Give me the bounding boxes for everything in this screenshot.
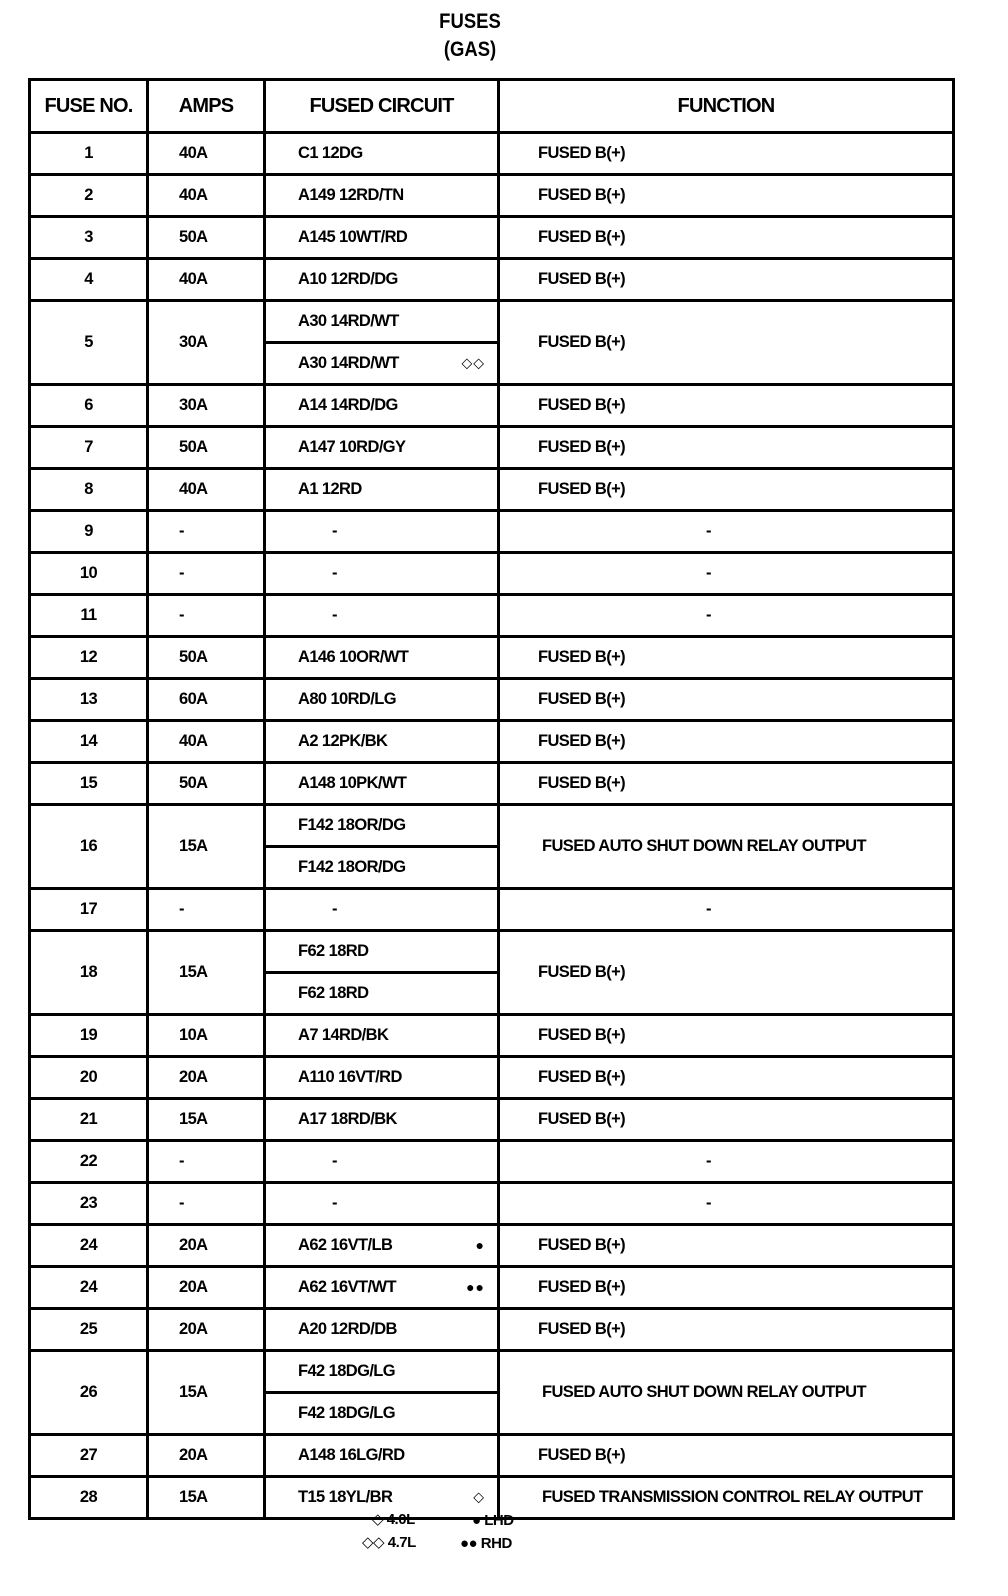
variant-marker-icon: ● <box>475 1236 485 1253</box>
fuse-function: - <box>499 1183 954 1225</box>
legend-label: RHD <box>480 1535 512 1552</box>
table-row <box>30 1183 954 1225</box>
variant-marker-icon: ◇ <box>473 1488 485 1505</box>
fuse-amps: 10A <box>148 1015 265 1057</box>
fuse-function: FUSED B(+) <box>499 259 954 301</box>
fuse-amps: 30A <box>148 301 265 385</box>
fuse-function: FUSED TRANSMISSION CONTROL RELAY OUTPUT <box>499 1477 954 1519</box>
fuse-function: FUSED B(+) <box>499 1225 954 1267</box>
table-row <box>30 889 954 931</box>
fuse-number: 18 <box>30 931 148 1015</box>
fuse-function: - <box>499 553 954 595</box>
table-row <box>30 385 954 427</box>
fuse-table <box>28 78 955 1520</box>
fuse-number: 13 <box>30 679 148 721</box>
legend-symbol: ●● <box>460 1535 478 1552</box>
fuse-amps: - <box>148 511 265 553</box>
fuse-function: - <box>499 1141 954 1183</box>
fused-circuit-text: A147 10RD/GY <box>298 438 406 456</box>
fuse-number: 26 <box>30 1351 148 1435</box>
header-amps: AMPS <box>148 80 265 133</box>
fuse-number: 19 <box>30 1015 148 1057</box>
fuse-function: FUSED B(+) <box>499 763 954 805</box>
fuse-function: FUSED B(+) <box>499 637 954 679</box>
fused-circuit <box>265 1057 499 1099</box>
fuse-function: FUSED B(+) <box>499 385 954 427</box>
fused-circuit-text: T15 18YL/BR <box>298 1488 393 1506</box>
fused-circuit-text: A80 10RD/LG <box>298 690 396 708</box>
fused-circuit <box>265 1309 499 1351</box>
table-row <box>30 931 954 973</box>
fuse-amps: 15A <box>148 931 265 1015</box>
fused-circuit-text: - <box>332 900 337 918</box>
fuse-amps: 50A <box>148 427 265 469</box>
fused-circuit-text: A145 10WT/RD <box>298 228 408 246</box>
fused-circuit-text: - <box>332 522 337 540</box>
fuse-number: 28 <box>30 1477 148 1519</box>
fused-circuit <box>265 1267 499 1309</box>
fuse-number: 17 <box>30 889 148 931</box>
fuse-number: 9 <box>30 511 148 553</box>
fused-circuit-text: A30 14RD/WT <box>298 354 399 372</box>
variant-marker-icon: ◇◇ <box>461 354 485 371</box>
legend-item-4-0l <box>372 1510 415 1528</box>
fuse-amps: 20A <box>148 1057 265 1099</box>
fused-circuit-text: A2 12PK/BK <box>298 732 388 750</box>
table-row <box>30 805 954 847</box>
header-fused-circuit: FUSED CIRCUIT <box>265 80 499 133</box>
fused-circuit-text: A62 16VT/WT <box>298 1278 396 1296</box>
fused-circuit <box>265 175 499 217</box>
fuse-amps: 40A <box>148 259 265 301</box>
fuse-function: FUSED B(+) <box>499 1099 954 1141</box>
fused-circuit <box>265 553 499 595</box>
table-row <box>30 511 954 553</box>
fuse-number: 22 <box>30 1141 148 1183</box>
fuse-amps: 50A <box>148 637 265 679</box>
table-row <box>30 1141 954 1183</box>
fuse-function: FUSED B(+) <box>499 1267 954 1309</box>
fused-circuit-text: - <box>332 606 337 624</box>
fuse-amps: 20A <box>148 1309 265 1351</box>
fused-circuit-text: A1 12RD <box>298 480 362 498</box>
fused-circuit-text: A17 18RD/BK <box>298 1110 397 1128</box>
fuse-table-body <box>30 133 954 1519</box>
fuse-amps: 40A <box>148 133 265 175</box>
fuse-amps: 15A <box>148 1477 265 1519</box>
fused-circuit <box>265 595 499 637</box>
fused-circuit <box>265 217 499 259</box>
fused-circuit-text: A14 14RD/DG <box>298 396 398 414</box>
document-subtitle: (GAS) <box>443 38 497 61</box>
fuse-amps: 40A <box>148 721 265 763</box>
table-row <box>30 301 954 343</box>
fused-circuit-text: F142 18OR/DG <box>298 858 406 876</box>
table-row <box>30 1351 954 1393</box>
header-row <box>30 80 954 133</box>
table-row <box>30 427 954 469</box>
legend-label: LHD <box>484 1512 514 1529</box>
fused-circuit <box>265 721 499 763</box>
fuse-function: FUSED B(+) <box>499 133 954 175</box>
fused-circuit <box>265 763 499 805</box>
table-row <box>30 469 954 511</box>
table-row <box>30 133 954 175</box>
fused-circuit-text: F42 18DG/LG <box>298 1404 396 1422</box>
fused-circuit-text: F62 18RD <box>298 942 369 960</box>
fuse-amps: 15A <box>148 1099 265 1141</box>
fused-circuit-text: A149 12RD/TN <box>298 186 404 204</box>
table-row <box>30 679 954 721</box>
fuse-function: FUSED B(+) <box>499 427 954 469</box>
table-row <box>30 637 954 679</box>
fuse-number: 10 <box>30 553 148 595</box>
fuse-function: FUSED B(+) <box>499 469 954 511</box>
fuse-function: FUSED B(+) <box>499 1057 954 1099</box>
fuse-function: FUSED B(+) <box>499 1309 954 1351</box>
table-row <box>30 1057 954 1099</box>
fuse-function: - <box>499 889 954 931</box>
table-row <box>30 1015 954 1057</box>
fuse-function: - <box>499 511 954 553</box>
fuse-number: 4 <box>30 259 148 301</box>
fuse-number: 21 <box>30 1099 148 1141</box>
fused-circuit <box>265 259 499 301</box>
fused-circuit <box>265 973 499 1015</box>
fused-circuit-text: - <box>332 1152 337 1170</box>
table-row <box>30 1435 954 1477</box>
fused-circuit <box>265 511 499 553</box>
fuse-function: FUSED B(+) <box>499 1015 954 1057</box>
legend-item-rhd <box>460 1535 512 1552</box>
fuse-function: FUSED B(+) <box>499 301 954 385</box>
fuse-number: 6 <box>30 385 148 427</box>
fuse-amps: 20A <box>148 1225 265 1267</box>
table-row <box>30 763 954 805</box>
header-function: FUNCTION <box>499 80 954 133</box>
fuse-amps: 40A <box>148 469 265 511</box>
fuse-amps: 50A <box>148 217 265 259</box>
fused-circuit <box>265 679 499 721</box>
fused-circuit <box>265 637 499 679</box>
fused-circuit-text: F142 18OR/DG <box>298 816 406 834</box>
fused-circuit-text: F42 18DG/LG <box>298 1362 396 1380</box>
fuse-function: FUSED B(+) <box>499 931 954 1015</box>
fused-circuit <box>265 385 499 427</box>
fused-circuit-text: - <box>332 564 337 582</box>
fuse-function: FUSED B(+) <box>499 721 954 763</box>
table-row <box>30 1267 954 1309</box>
fused-circuit-text: A10 12RD/DG <box>298 270 398 288</box>
header-fuse-no: FUSE NO. <box>30 80 148 133</box>
fuse-amps: - <box>148 553 265 595</box>
fuse-amps: 30A <box>148 385 265 427</box>
fused-circuit <box>265 427 499 469</box>
fuse-number: 12 <box>30 637 148 679</box>
table-row <box>30 721 954 763</box>
fused-circuit <box>265 805 499 847</box>
fused-circuit-text: A146 10OR/WT <box>298 648 409 666</box>
fused-circuit-text: - <box>332 1194 337 1212</box>
fused-circuit <box>265 343 499 385</box>
fused-circuit <box>265 1393 499 1435</box>
fused-circuit <box>265 1435 499 1477</box>
fuse-number: 15 <box>30 763 148 805</box>
table-row <box>30 175 954 217</box>
fuse-function: - <box>499 595 954 637</box>
fuse-number: 5 <box>30 301 148 385</box>
fuse-amps: - <box>148 595 265 637</box>
fuse-number: 8 <box>30 469 148 511</box>
fuse-function: FUSED B(+) <box>499 175 954 217</box>
legend-symbol: ● <box>472 1512 481 1529</box>
fuse-number: 16 <box>30 805 148 889</box>
fuse-amps: 50A <box>148 763 265 805</box>
table-row <box>30 217 954 259</box>
fuse-number: 20 <box>30 1057 148 1099</box>
fused-circuit-text: A110 16VT/RD <box>298 1068 402 1086</box>
fuse-number: 1 <box>30 133 148 175</box>
fused-circuit <box>265 469 499 511</box>
fuse-function: FUSED B(+) <box>499 1435 954 1477</box>
fuse-number: 23 <box>30 1183 148 1225</box>
fused-circuit <box>265 889 499 931</box>
fuse-amps: 20A <box>148 1435 265 1477</box>
fused-circuit <box>265 1351 499 1393</box>
fused-circuit-text: A20 12RD/DB <box>298 1320 397 1338</box>
table-row <box>30 259 954 301</box>
fuse-amps: 15A <box>148 805 265 889</box>
fused-circuit-text: A62 16VT/LB <box>298 1236 393 1254</box>
table-row <box>30 553 954 595</box>
fuse-amps: 60A <box>148 679 265 721</box>
fused-circuit-text: A148 10PK/WT <box>298 774 407 792</box>
fused-circuit <box>265 847 499 889</box>
table-row <box>30 595 954 637</box>
fused-circuit-text: A148 16LG/RD <box>298 1446 405 1464</box>
table-row <box>30 1225 954 1267</box>
fused-circuit-text: C1 12DG <box>298 144 363 162</box>
variant-marker-icon: ●● <box>466 1278 485 1295</box>
fused-circuit <box>265 1183 499 1225</box>
fused-circuit-text: A30 14RD/WT <box>298 312 399 330</box>
legend-item-lhd <box>472 1512 514 1529</box>
legend-item-4-7l <box>362 1533 416 1551</box>
fuse-number: 3 <box>30 217 148 259</box>
fuse-amps: 15A <box>148 1351 265 1435</box>
fuse-number: 24 <box>30 1267 148 1309</box>
fused-circuit <box>265 301 499 343</box>
fuse-amps: - <box>148 889 265 931</box>
fuse-number: 7 <box>30 427 148 469</box>
fused-circuit <box>265 931 499 973</box>
fused-circuit-text: F62 18RD <box>298 984 369 1002</box>
fused-circuit <box>265 1015 499 1057</box>
fused-circuit <box>265 1141 499 1183</box>
fuse-number: 27 <box>30 1435 148 1477</box>
fuse-amps: - <box>148 1141 265 1183</box>
legend-label: 4.7L <box>387 1534 416 1551</box>
fuse-function: FUSED AUTO SHUT DOWN RELAY OUTPUT <box>499 1351 954 1435</box>
fuse-amps: 20A <box>148 1267 265 1309</box>
fuse-number: 14 <box>30 721 148 763</box>
table-row <box>30 1099 954 1141</box>
fused-circuit <box>265 1099 499 1141</box>
fused-circuit-text: A7 14RD/BK <box>298 1026 389 1044</box>
fuse-amps: - <box>148 1183 265 1225</box>
fuse-number: 24 <box>30 1225 148 1267</box>
fuse-amps: 40A <box>148 175 265 217</box>
document-title: FUSES <box>439 10 501 33</box>
fuse-function: FUSED B(+) <box>499 217 954 259</box>
legend-label: 4.0L <box>386 1511 415 1528</box>
legend-symbol: ◇ <box>372 1511 384 1528</box>
legend-symbol: ◇◇ <box>362 1534 385 1551</box>
fused-circuit <box>265 1225 499 1267</box>
fuse-number: 2 <box>30 175 148 217</box>
fuse-number: 25 <box>30 1309 148 1351</box>
fuse-function: FUSED B(+) <box>499 679 954 721</box>
fuse-number: 11 <box>30 595 148 637</box>
table-row <box>30 1309 954 1351</box>
fuse-function: FUSED AUTO SHUT DOWN RELAY OUTPUT <box>499 805 954 889</box>
fused-circuit <box>265 133 499 175</box>
